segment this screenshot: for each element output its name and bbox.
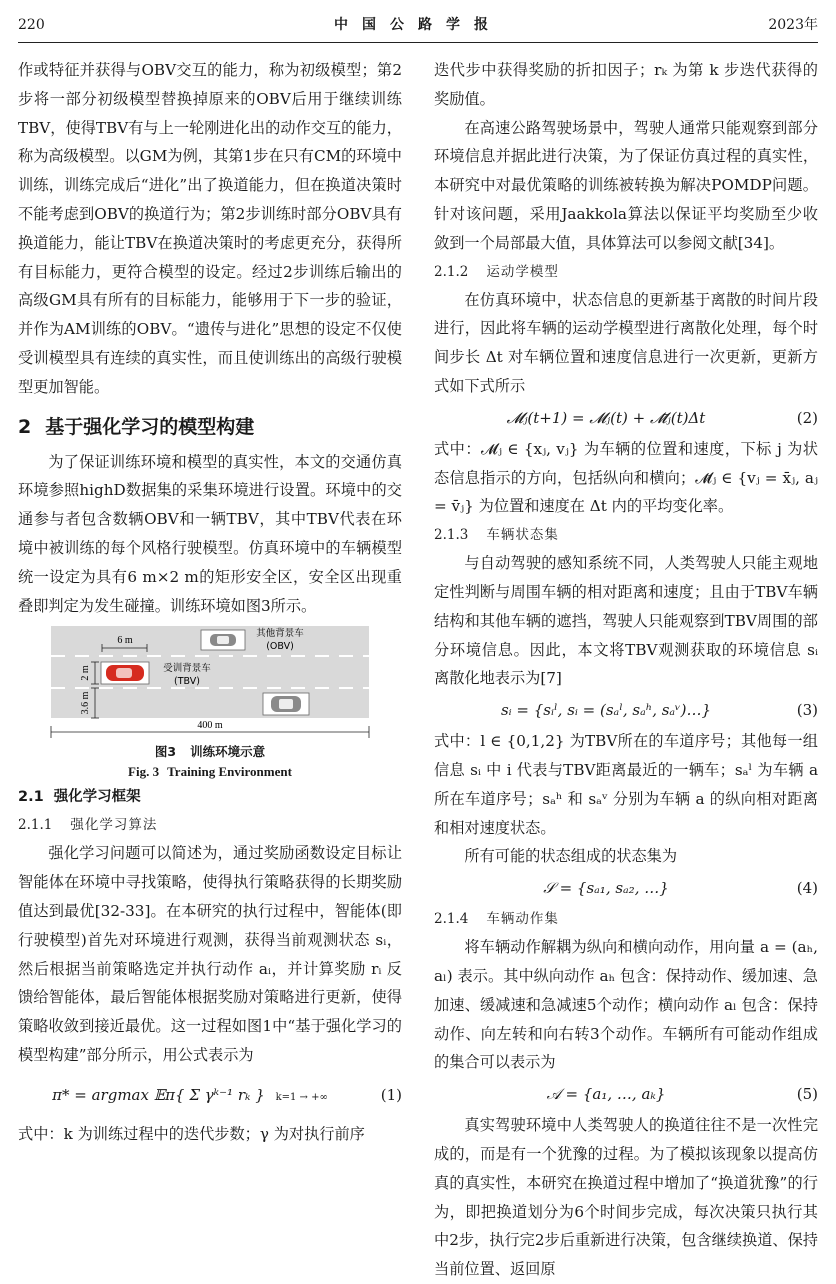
obv-label-en: (OBV) <box>266 641 294 653</box>
equation-4: 𝒮 = {sₐ₁, sₐ₂, …} (4) <box>434 871 818 905</box>
subsection-heading-2-1: 2.1 强化学习框架 <box>18 789 141 806</box>
journal-name: 中国公路学报 <box>334 17 502 33</box>
paragraph-state-set-intro: 所有可能的状态组成的状态集为 <box>464 847 678 866</box>
page-number: 220 <box>18 17 45 33</box>
tbv-label-en: (TBV) <box>174 676 200 688</box>
equation-3: sᵢ = {sᵢˡ, sᵢ = (sₐˡ, sₐʰ, sₐᵛ)…} (3) <box>434 693 818 727</box>
figure-title-en: Training Environment <box>167 764 292 780</box>
subsubsection-heading-2-1-3: 2.1.3 车辆状态集 <box>434 527 559 544</box>
dim-6m-label: 6 m <box>117 635 133 647</box>
equation-4-number: (4) <box>796 879 818 898</box>
figure-number-en: Fig. 3 <box>128 764 160 780</box>
left-column <box>18 56 402 1149</box>
subsubsection-heading-2-1-1: 2.1.1 强化学习算法 <box>18 817 158 834</box>
equation-1 <box>18 1070 402 1120</box>
subsubsection-heading-2-1-2: 2.1.2 运动学模型 <box>434 263 559 280</box>
dim-36m-label: 3.6 m <box>80 691 91 715</box>
paragraph-eq3-desc: 式中：l ∈ {0,1,2} 为TBV所在的车道序号；其他每一组信息 sᵢ 中 i 代表与TBV距离最近的一辆车；sₐˡ 为车辆 a 所在车道序号；sₐʰ 和 sₐᵛ 分别为车辆 a 的纵向相对距离和相对速度状态。 <box>434 732 818 837</box>
equation-1-limits: k=1 → +∞ <box>275 1091 328 1103</box>
tbv-label-cn: 受训背景车 <box>163 663 211 675</box>
dim-2m-label: 2 m <box>80 665 91 681</box>
paragraph-eq1-desc: 式中：k 为训练过程中的迭代步数；γ 为对执行前序 <box>18 1124 365 1143</box>
paragraph-discount: 迭代步中获得奖励的折扣因子；rₖ 为第 k 步迭代获得的奖励值。 <box>434 61 818 108</box>
journal-year: 2023年 <box>768 17 818 33</box>
header-rule <box>18 42 818 43</box>
equation-1-number: (1) <box>380 1085 402 1104</box>
paragraph-pomdp: 在高速公路驾驶场景中，驾驶人通常只能观察到部分环境信息并据此进行决策，为了保证仿真过程的真实性，本研究中对最优策略的训练被转换为解决POMDP问题。针对该问题，采用Jaakkola算法以保证平均奖励至少收敛到一个局部最大值，具体算法可以参阅文献[34]。 <box>434 118 818 252</box>
section-heading-2 <box>18 412 402 442</box>
paragraph-action-set: 将车辆动作解耦为纵向和横向动作，用向量 a = (aₕ, aₗ) 表示。其中纵向动作 aₕ 包含：保持动作、缓加速、急加速、缓减速和急减速5个动作；横向动作 aₗ 包含：保持动作、向左转和向右转3个动作。车辆所有可能动作组成的集合可以表示为 <box>434 938 818 1072</box>
dim-400m-label: 400 m <box>197 720 223 732</box>
figure-3 <box>18 624 402 782</box>
section-number: 2 <box>18 415 32 438</box>
obv-car-top <box>201 630 245 650</box>
section-title: 基于强化学习的模型构建 <box>45 415 255 438</box>
right-column <box>434 56 818 1284</box>
equation-5-number: (5) <box>796 1085 818 1104</box>
equation-2-number: (2) <box>796 408 818 427</box>
figure-number-cn: 图3 <box>154 744 177 760</box>
equation-3-number: (3) <box>796 701 818 720</box>
subsubsection-heading-2-1-4: 2.1.4 车辆动作集 <box>434 911 559 928</box>
figure-caption <box>18 742 402 782</box>
figure-title-cn: 训练环境示意 <box>190 744 266 760</box>
running-header <box>18 12 818 38</box>
paragraph-eq2-desc: 式中：𝓜ⱼ ∈ {xⱼ, vⱼ} 为车辆的位置和速度，下标 j 为状态信息指示的方向，包括纵向和横向；𝓜̄ⱼ ∈ {vⱼ = x̄ⱼ, aⱼ = v̄ⱼ} 为位置和速度在 Δt 内的平均变化率。 <box>434 439 818 516</box>
equation-2: 𝓜ⱼ(t+1) = 𝓜ⱼ(t) + 𝓜̄ⱼ(t)Δt (2) <box>434 401 818 435</box>
paragraph-kinematics: 在仿真环境中，状态信息的更新基于离散的时间片段进行，因此将车辆的运动学模型进行离散化处理，每个时间步长 Δt 对车辆位置和速度信息进行一次更新，更新方式如下式所示 <box>434 290 818 395</box>
training-environment-diagram <box>49 624 371 742</box>
paragraph-rl-algorithm: 强化学习问题可以简述为，通过奖励函数设定目标让智能体在环境中寻找策略，使得执行策略获得的长期奖励值达到最优[32-33]。在本研究的执行过程中，智能体(即行驶模型)首先对环境进行观测，获得当前观测状态 sᵢ，然后根据当前策略选定并执行动作 aᵢ，并计算奖励 rᵢ 反馈给智能体，最后智能体根据奖励对策略进行更新，使得策略收敛到接近最优。这一过程如图1中“基于强化学习的模型构建”部分所示，用公式表示为 <box>18 844 402 1064</box>
paragraph-environment: 为了保证训练环境和模型的真实性，本文的交通仿真环境参照highD数据集的采集环境进行设置。环境中的交通参与者包含数辆OBV和一辆TBV，其中TBV代表在环境中被训练的每个风格行驶模型。仿真环境中的车辆模型统一设定为具有6 m×2 m的矩形安全区，安全区出现重叠即判定为发生碰撞。训练环境如图3所示。 <box>18 452 402 615</box>
equation-5: 𝒜 = {a₁, …, aₖ} (5) <box>434 1077 818 1111</box>
obv-label-cn: 其他背景车 <box>256 628 304 640</box>
tbv-car <box>101 662 149 684</box>
equation-1-body: π* = argmax 𝔼π{ Σ γᵏ⁻¹ rₖ } k=1 → +∞ <box>52 1085 328 1104</box>
paragraph-state-set: 与自动驾驶的感知系统不同，人类驾驶人只能主观地定性判断与周围车辆的相对距离和速度；且由于TBV车辆结构和其他车辆的遮挡，驾驶人只能观察到TBV周围的部分环境信息。因此，本文将TBV观测获取的环境信息 sᵢ 离散化地表示为[7] <box>434 554 818 688</box>
paragraph-evolution: 作或特征并获得与OBV交互的能力，称为初级模型；第2步将一部分初级模型替换掉原来的OBV后用于继续训练TBV，使得TBV有与上一轮刚进化出的动作交互的能力，称为高级模型。以GM为例，其第1步在只有CM的环境中训练，训练完成后“进化”出了换道能力，但在换道决策时不能考虑到OBV的换道行为；第2步训练时部分OBV具有换道能力，能让TBV在换道决策时的考虑更充分，获得所有目标能力，更符合模型的设定。经过2步训练后输出的高级GM具有所有的目标能力，能够用于下一步的验证，并作为AM训练的OBV。“遗传与进化”思想的设定不仅使受训模型具有连续的真实性，而且使训练出的高级行驶模型更加智能。 <box>18 61 402 396</box>
paragraph-lane-change-hesitation: 真实驾驶环境中人类驾驶人的换道往往不是一次性完成的，而是有一个犹豫的过程。为了模拟该现象以提高仿真的真实性，本研究在换道过程中增加了“换道犹豫”的行为，即把换道划分为6个时间步完成，每次决策只执行其中2步，执行完2步后重新进行决策，包含继续换道、保持当前位置、返回原 <box>434 1116 818 1279</box>
obv-car-bottom <box>263 693 309 715</box>
